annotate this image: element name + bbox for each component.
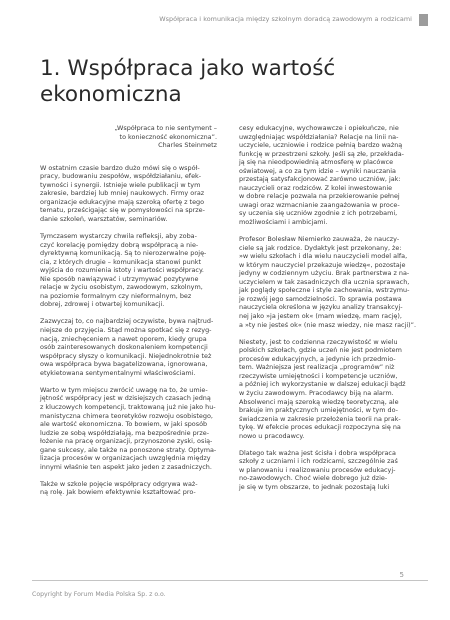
text-line: osób zainteresowanych doskonaleniem kompetencji	[40, 343, 208, 352]
text-line: organizacje edukacyjne mają szeroką ofertę z tego	[40, 197, 205, 206]
text-line: procesów edukacyjnych, a jedynie ich przedmio-	[239, 354, 396, 363]
left-paragraph	[40, 232, 217, 309]
text-line: uwzględniając współdziałania? Relacje na linii na-	[239, 132, 399, 141]
paragraph-gap	[40, 471, 217, 480]
right-paragraphs	[239, 124, 416, 492]
text-line: ludzie ze sobą współdziałają, ma bezpośrednie prze-	[40, 428, 210, 437]
text-line: owa współpraca bywa bagatelizowana, ignorowana,	[40, 360, 208, 369]
text-line: uwagi oraz wzmacnianie zaangażowania w proce-	[239, 200, 400, 209]
epigraph-quote	[40, 124, 217, 150]
text-line: jętność współpracy jest w dzisiejszych czasach jedną	[40, 394, 211, 403]
text-line: tywności i synergii. Istnieje wiele publikacji w tym	[40, 180, 201, 189]
right-paragraph	[239, 124, 416, 227]
text-line: je się w tym obszarze, to jednak pozostają luki	[239, 482, 390, 491]
text-line: nacją, zniechęceniem a nawet oporem, kiedy grupa	[40, 334, 207, 343]
text-line: ną rolę. Jak bowiem efektywnie kształtować pro-	[40, 488, 196, 497]
text-line: tem. Ważniejsza jest realizacja „programów” niż	[239, 363, 395, 372]
text-line: ale wartość ekonomiczna. To bowiem, w jaki sposób	[40, 420, 208, 429]
footer-rule	[32, 580, 428, 581]
text-line: Absolwenci mają szeroką wiedzę teoretyczną, ale	[239, 397, 399, 406]
text-line: innymi właśnie ten aspekt jako jeden z zasadniczych.	[40, 462, 212, 471]
paragraph-gap	[40, 223, 217, 232]
text-line: Także w szkole pojęcie współpracy odgrywa waż-	[40, 479, 198, 488]
left-paragraphs	[40, 164, 217, 497]
text-line: tematu, prześcigając się w pomysłowości na sprze-	[40, 206, 205, 215]
paragraph-gap	[40, 309, 217, 318]
text-line: lizacja procesów w organizacjach uwzględnia między	[40, 454, 211, 463]
text-line: dyrektywną komunikacją. Są to nierozerwalne poję-	[40, 249, 207, 258]
text-line: W ostatnim czasie bardzo dużo mówi się o współ-	[40, 163, 200, 172]
text-line: nowo u pracodawcy.	[239, 431, 305, 440]
quote-author: Charles Steinmetz	[158, 141, 217, 150]
text-line: Profesor Bolesław Niemierko zauważa, że nauczy-	[239, 235, 400, 244]
text-line: świadczenia w zakresie przełożenia teorii na prak-	[239, 414, 401, 423]
text-line: Tymczasem wystarczy chwila refleksji, aby zoba-	[40, 232, 197, 241]
text-line: etykietowana sentymentalnymi właściwościami.	[40, 368, 196, 377]
text-line: oświatowej, a co za tym idzie – wyniki nauczania	[239, 166, 396, 175]
text-line: w dobre relacje pozwala na przekierowanie pełnej	[239, 192, 400, 201]
right-column	[239, 124, 416, 492]
text-line: ciele są jak rodzice. Dydaktyk jest przekonany, że:	[239, 243, 402, 252]
text-line: danie szkoleń, warsztatów, seminariów.	[40, 214, 168, 223]
text-line: z kluczowych kompetencji, traktowaną już nie jako hu-	[40, 402, 216, 411]
text-line: Warto w tym miejscu zwrócić uwagę na to, że umie-	[40, 385, 208, 394]
text-line: jedyny w codziennym użyciu. Brak partnerstwa z na-	[239, 269, 410, 278]
text-line: możliwościami i ambicjami.	[239, 218, 328, 227]
text-line: dobrej, zdrowej i otwartej komunikacji.	[40, 300, 165, 309]
chapter-title	[40, 56, 420, 108]
text-line: je rozwój jego samodzielności. To sprawia postawa	[239, 294, 402, 303]
left-paragraph	[40, 480, 217, 497]
text-line: no-zawodowych. Choć wiele dobrego już dzie-	[239, 474, 388, 483]
header-marker-bar	[419, 14, 428, 26]
left-paragraph	[40, 164, 217, 224]
text-line: relacje w życiu osobistym, zawodowym, szkolnym,	[40, 283, 203, 292]
paragraph-gap	[239, 227, 416, 236]
text-line: zakresie, bardziej lub mniej naukowych. Firmy oraz	[40, 189, 205, 198]
right-paragraph	[239, 235, 416, 329]
text-line: na poziomie formalnym czy nieformalnym, bez	[40, 291, 192, 300]
text-line: w którym nauczyciel przekazuje wiedzę«, pozostaje	[239, 260, 406, 269]
quote-line-2: to konieczność ekonomiczna”.	[119, 132, 217, 141]
text-line: pracy, budowaniu zespołów, współdziałaniu, efek-	[40, 172, 202, 181]
copyright-text: Copyright by Forum Media Polska Sp. z o.o.	[32, 591, 166, 598]
text-line: uczycielem w tak zasadniczych dla ucznia sprawach,	[239, 277, 410, 286]
text-line: nej jako »ja jestem ok« (mam wiedzę, mam rację),	[239, 312, 402, 321]
text-line: tykę. W efekcie proces edukacji rozpoczyna się na	[239, 423, 401, 432]
quote-line-1: „Współpraca to nie sentyment –	[114, 124, 217, 132]
chapter-title-line-1: 1. Współpraca jako wartość	[40, 56, 336, 81]
text-line: ją się na nieodpowiednią atmosferę w placówce	[239, 158, 394, 167]
text-line: łożenie na pracę organizacji, przynoszone zyski, osią-	[40, 437, 213, 446]
running-header	[0, 14, 450, 28]
text-line: a później ich wykorzystanie w dalszej edukacji bądź	[239, 380, 406, 389]
text-line: nauczyciela określona w języku analizy transakcyj-	[239, 303, 403, 312]
text-line: czyć korelację pomiędzy dobrą współpracą a nie-	[40, 240, 199, 249]
text-line: cia, z których drugie – komunikacja stanowi punkt	[40, 257, 202, 266]
text-line: gane sukcesy, ale także na ponoszone straty. Optyma-	[40, 445, 217, 454]
text-line: Dlatego tak ważna jest ścisła i dobra współpraca	[239, 448, 396, 457]
text-line: niejsze do przyjęcia. Stąd można spotkać się z rezyg-	[40, 326, 212, 335]
text-line: funkcję w przestrzeni szkoły. Jeśli są złe, przekłada-	[239, 149, 405, 158]
text-line: polskich szkołach, gdzie uczeń nie jest podmiotem	[239, 346, 402, 355]
text-line: sy uczenia się uczniów zgodnie z ich potrzebami,	[239, 209, 398, 218]
text-line: w życiu zawodowym. Pracodawcy biją na alarm.	[239, 388, 394, 397]
text-line: brakuje im praktycznych umiejętności, w tym do-	[239, 406, 398, 415]
text-line: szkoły z uczniami i ich rodzicami, szczególnie zaś	[239, 457, 398, 466]
text-line: nauczycieli oraz rodziców. Z kolei inwestowanie	[239, 183, 393, 192]
left-paragraph	[40, 386, 217, 471]
right-paragraph	[239, 338, 416, 441]
text-line: cesy edukacyjne, wychowawcze i opiekuńcze, nie	[239, 124, 399, 132]
page-number: 5	[399, 571, 404, 579]
text-line: uczyciele, uczniowie i rodzice pełnią bardzo ważną	[239, 141, 403, 150]
text-line: przestają satysfakcjonować zarówno uczniów, jak:	[239, 175, 401, 184]
text-line: Niestety, jest to codzienna rzeczywistość w wielu	[239, 337, 398, 346]
page-footer	[0, 571, 450, 620]
text-line: rzeczywiste umiejętności i kompetencje uczniów,	[239, 371, 398, 380]
text-line: jak poglądy społeczne i style zachowania, wstrzymu-	[239, 286, 410, 295]
text-line: w planowaniu i realizowaniu procesów edukacyj-	[239, 465, 396, 474]
running-header-title: Współpraca i komunikacja między szkolnym doradcą zawodowym a rodzicami	[159, 15, 412, 23]
text-line: manistyczna chimera teoretyków rozwoju osobistego,	[40, 411, 213, 420]
text-line: a »ty nie jesteś ok« (nie masz wiedzy, nie masz racji)”.	[239, 320, 417, 329]
text-line: Nie sposób nawiązywać i utrzymywać pozytywne	[40, 274, 199, 283]
paragraph-gap	[239, 440, 416, 449]
text-line: »w wielu szkołach i dla wielu nauczycieli model alfa,	[239, 252, 408, 261]
left-column	[40, 124, 217, 497]
right-paragraph	[239, 449, 416, 492]
paragraph-gap	[239, 329, 416, 338]
chapter-title-line-2: ekonomiczna	[40, 82, 182, 107]
paragraph-gap	[40, 377, 217, 386]
text-line: Zazwyczaj to, co najbardziej oczywiste, bywa najtrud-	[40, 317, 214, 326]
text-line: współpracy słyszy o komunikacji. Niejednokrotnie też	[40, 351, 212, 360]
left-paragraph	[40, 317, 217, 377]
text-line: wyjścia do rozumienia istoty i wartości współpracy.	[40, 266, 204, 275]
